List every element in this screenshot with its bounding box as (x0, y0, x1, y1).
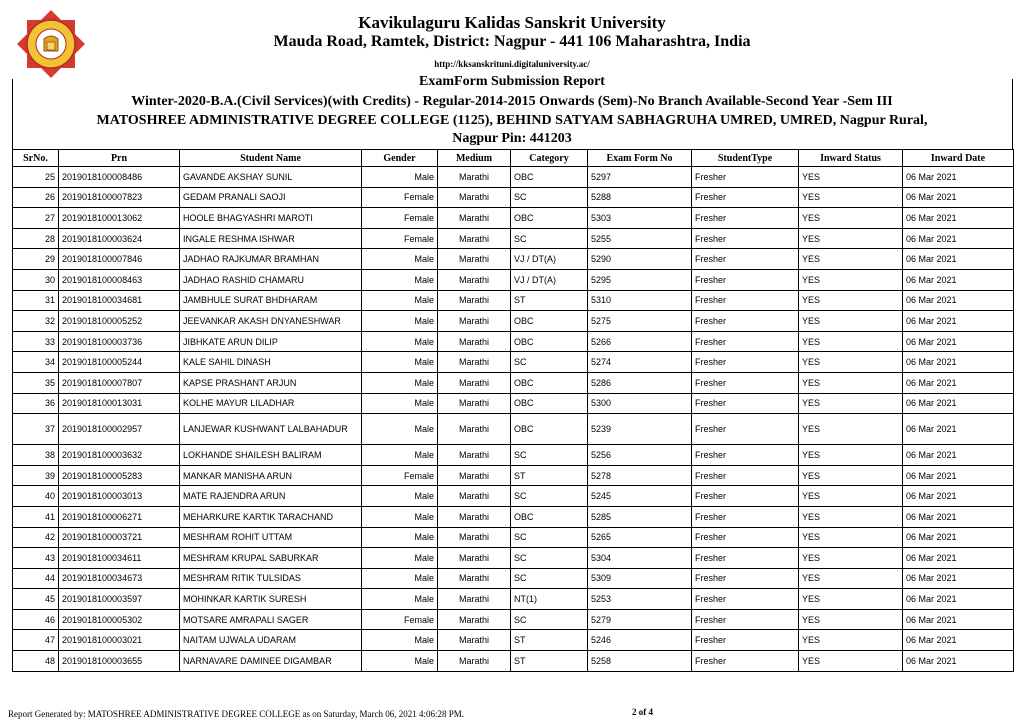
exam-form-no-cell: 5300 (588, 393, 692, 414)
exam-form-no-cell: 5256 (588, 445, 692, 466)
gender-cell: Male (362, 311, 438, 332)
sr-no-cell: 44 (13, 568, 59, 589)
gender-cell: Male (362, 630, 438, 651)
table-row (13, 249, 1014, 270)
category-cell: OBC (511, 331, 588, 352)
category-cell: SC (511, 527, 588, 548)
category-cell: OBC (511, 393, 588, 414)
inward-status-cell: YES (799, 506, 903, 527)
inward-status-cell: YES (799, 568, 903, 589)
medium-cell: Marathi (438, 486, 511, 507)
sr-no-cell: 40 (13, 486, 59, 507)
student-name-cell: MESHRAM ROHIT UTTAM (180, 527, 362, 548)
student-name-cell: MEHARKURE KARTIK TARACHAND (180, 506, 362, 527)
prn-cell: 2019018100003597 (59, 589, 180, 610)
table-row (13, 414, 1014, 445)
student-type-cell: Fresher (692, 506, 799, 527)
sr-no-cell: 46 (13, 609, 59, 630)
medium-cell: Marathi (438, 311, 511, 332)
exam-title: Winter-2020-B.A.(Civil Services)(with Credits) - Regular-2014-2015 Onwards (Sem)-No Branch Available-Second Year -Sem III (131, 94, 893, 109)
category-cell: VJ / DT(A) (511, 269, 588, 290)
prn-cell: 2019018100005283 (59, 465, 180, 486)
student-name-cell: GAVANDE AKSHAY SUNIL (180, 167, 362, 188)
inward-status-cell: YES (799, 249, 903, 270)
inward-status-cell: YES (799, 414, 903, 445)
inward-date-cell: 06 Mar 2021 (903, 527, 1014, 548)
table-row (13, 445, 1014, 466)
gender-cell: Male (362, 568, 438, 589)
inward-status-cell: YES (799, 290, 903, 311)
student-name-cell: LANJEWAR KUSHWANT LALBAHADUR (180, 414, 362, 445)
college-line-2: Nagpur Pin: 441203 (452, 131, 572, 146)
page-number: 2 of 4 (632, 707, 653, 717)
student-name-cell: MOHINKAR KARTIK SURESH (180, 589, 362, 610)
exam-form-no-cell: 5295 (588, 269, 692, 290)
sr-no-cell: 37 (13, 414, 59, 445)
category-cell: ST (511, 290, 588, 311)
gender-cell: Female (362, 609, 438, 630)
prn-cell: 2019018100003655 (59, 651, 180, 672)
student-type-cell: Fresher (692, 372, 799, 393)
sr-no-cell: 25 (13, 167, 59, 188)
gender-cell: Male (362, 486, 438, 507)
prn-cell: 2019018100034673 (59, 568, 180, 589)
prn-cell: 2019018100003021 (59, 630, 180, 651)
prn-cell: 2019018100007807 (59, 372, 180, 393)
prn-cell: 2019018100007823 (59, 187, 180, 208)
sr-no-cell: 31 (13, 290, 59, 311)
medium-cell: Marathi (438, 208, 511, 229)
category-cell: OBC (511, 372, 588, 393)
exam-form-no-cell: 5275 (588, 311, 692, 332)
student-type-cell: Fresher (692, 187, 799, 208)
student-name-cell: JADHAO RAJKUMAR BRAMHAN (180, 249, 362, 270)
exam-form-no-cell: 5255 (588, 228, 692, 249)
gender-cell: Male (362, 414, 438, 445)
gender-cell: Male (362, 393, 438, 414)
prn-cell: 2019018100003736 (59, 331, 180, 352)
column-header: Inward Status (799, 150, 903, 167)
gender-cell: Male (362, 445, 438, 466)
frame-border-left (12, 79, 13, 149)
inward-date-cell: 06 Mar 2021 (903, 352, 1014, 373)
student-name-cell: KALE SAHIL DINASH (180, 352, 362, 373)
inward-date-cell: 06 Mar 2021 (903, 167, 1014, 188)
medium-cell: Marathi (438, 393, 511, 414)
exam-form-no-cell: 5274 (588, 352, 692, 373)
table-row (13, 311, 1014, 332)
student-type-cell: Fresher (692, 568, 799, 589)
student-table (12, 149, 1014, 672)
sr-no-cell: 39 (13, 465, 59, 486)
student-name-cell: HOOLE BHAGYASHRI MAROTI (180, 208, 362, 229)
report-title: ExamForm Submission Report (419, 74, 605, 89)
category-cell: OBC (511, 506, 588, 527)
inward-status-cell: YES (799, 372, 903, 393)
gender-cell: Male (362, 548, 438, 569)
sr-no-cell: 29 (13, 249, 59, 270)
university-address: Mauda Road, Ramtek, District: Nagpur - 441 106 Maharashtra, India (273, 33, 751, 50)
medium-cell: Marathi (438, 228, 511, 249)
inward-date-cell: 06 Mar 2021 (903, 208, 1014, 229)
gender-cell: Female (362, 187, 438, 208)
table-row (13, 568, 1014, 589)
column-header: Inward Date (903, 150, 1014, 167)
gender-cell: Male (362, 589, 438, 610)
inward-date-cell: 06 Mar 2021 (903, 486, 1014, 507)
student-name-cell: JIBHKATE ARUN DILIP (180, 331, 362, 352)
inward-date-cell: 06 Mar 2021 (903, 465, 1014, 486)
student-type-cell: Fresher (692, 290, 799, 311)
sr-no-cell: 27 (13, 208, 59, 229)
inward-status-cell: YES (799, 167, 903, 188)
exam-form-no-cell: 5245 (588, 486, 692, 507)
medium-cell: Marathi (438, 249, 511, 270)
inward-date-cell: 06 Mar 2021 (903, 445, 1014, 466)
student-type-cell: Fresher (692, 208, 799, 229)
gender-cell: Male (362, 290, 438, 311)
student-type-cell: Fresher (692, 630, 799, 651)
category-cell: ST (511, 630, 588, 651)
table-row (13, 548, 1014, 569)
student-type-cell: Fresher (692, 167, 799, 188)
medium-cell: Marathi (438, 609, 511, 630)
exam-form-no-cell: 5304 (588, 548, 692, 569)
student-type-cell: Fresher (692, 352, 799, 373)
inward-status-cell: YES (799, 651, 903, 672)
student-name-cell: NAITAM UJWALA UDARAM (180, 630, 362, 651)
prn-cell: 2019018100013031 (59, 393, 180, 414)
student-type-cell: Fresher (692, 331, 799, 352)
sr-no-cell: 26 (13, 187, 59, 208)
column-header: StudentType (692, 150, 799, 167)
table-row (13, 527, 1014, 548)
inward-status-cell: YES (799, 393, 903, 414)
inward-status-cell: YES (799, 352, 903, 373)
gender-cell: Male (362, 269, 438, 290)
table-row (13, 589, 1014, 610)
sr-no-cell: 47 (13, 630, 59, 651)
medium-cell: Marathi (438, 290, 511, 311)
inward-date-cell: 06 Mar 2021 (903, 393, 1014, 414)
medium-cell: Marathi (438, 589, 511, 610)
student-name-cell: KAPSE PRASHANT ARJUN (180, 372, 362, 393)
column-header: Prn (59, 150, 180, 167)
sr-no-cell: 43 (13, 548, 59, 569)
medium-cell: Marathi (438, 187, 511, 208)
column-header: Medium (438, 150, 511, 167)
student-name-cell: KOLHE MAYUR LILADHAR (180, 393, 362, 414)
student-type-cell: Fresher (692, 548, 799, 569)
inward-date-cell: 06 Mar 2021 (903, 269, 1014, 290)
gender-cell: Female (362, 208, 438, 229)
exam-form-no-cell: 5253 (588, 589, 692, 610)
exam-form-no-cell: 5246 (588, 630, 692, 651)
exam-form-no-cell: 5258 (588, 651, 692, 672)
sr-no-cell: 32 (13, 311, 59, 332)
category-cell: SC (511, 228, 588, 249)
inward-status-cell: YES (799, 445, 903, 466)
medium-cell: Marathi (438, 548, 511, 569)
prn-cell: 2019018100005244 (59, 352, 180, 373)
medium-cell: Marathi (438, 568, 511, 589)
inward-status-cell: YES (799, 331, 903, 352)
column-header: Student Name (180, 150, 362, 167)
gender-cell: Male (362, 352, 438, 373)
inward-date-cell: 06 Mar 2021 (903, 372, 1014, 393)
category-cell: SC (511, 445, 588, 466)
inward-date-cell: 06 Mar 2021 (903, 630, 1014, 651)
gender-cell: Female (362, 228, 438, 249)
student-name-cell: JEEVANKAR AKASH DNYANESHWAR (180, 311, 362, 332)
sr-no-cell: 42 (13, 527, 59, 548)
student-name-cell: JAMBHULE SURAT BHDHARAM (180, 290, 362, 311)
gender-cell: Male (362, 372, 438, 393)
sr-no-cell: 28 (13, 228, 59, 249)
inward-date-cell: 06 Mar 2021 (903, 187, 1014, 208)
category-cell: ST (511, 651, 588, 672)
prn-cell: 2019018100008463 (59, 269, 180, 290)
inward-date-cell: 06 Mar 2021 (903, 548, 1014, 569)
sr-no-cell: 45 (13, 589, 59, 610)
student-name-cell: LOKHANDE SHAILESH BALIRAM (180, 445, 362, 466)
inward-status-cell: YES (799, 269, 903, 290)
sr-no-cell: 30 (13, 269, 59, 290)
prn-cell: 2019018100005252 (59, 311, 180, 332)
inward-date-cell: 06 Mar 2021 (903, 651, 1014, 672)
category-cell: NT(1) (511, 589, 588, 610)
table-row (13, 630, 1014, 651)
table-row (13, 372, 1014, 393)
inward-status-cell: YES (799, 548, 903, 569)
exam-form-no-cell: 5239 (588, 414, 692, 445)
medium-cell: Marathi (438, 372, 511, 393)
category-cell: SC (511, 609, 588, 630)
category-cell: VJ / DT(A) (511, 249, 588, 270)
category-cell: OBC (511, 167, 588, 188)
university-name: Kavikulaguru Kalidas Sanskrit University (358, 13, 666, 32)
exam-form-no-cell: 5286 (588, 372, 692, 393)
prn-cell: 2019018100006271 (59, 506, 180, 527)
student-type-cell: Fresher (692, 414, 799, 445)
student-type-cell: Fresher (692, 228, 799, 249)
inward-status-cell: YES (799, 311, 903, 332)
table-header-row (13, 150, 1014, 167)
student-type-cell: Fresher (692, 527, 799, 548)
table-row (13, 465, 1014, 486)
prn-cell: 2019018100008486 (59, 167, 180, 188)
student-name-cell: JADHAO RASHID CHAMARU (180, 269, 362, 290)
category-cell: OBC (511, 414, 588, 445)
table-row (13, 187, 1014, 208)
inward-status-cell: YES (799, 609, 903, 630)
inward-status-cell: YES (799, 228, 903, 249)
report-generated-note: Report Generated by: MATOSHREE ADMINISTRATIVE DEGREE COLLEGE as on Saturday, March 06, 2021 4:06:28 PM. (8, 709, 464, 719)
prn-cell: 2019018100005302 (59, 609, 180, 630)
student-name-cell: MESHRAM RITIK TULSIDAS (180, 568, 362, 589)
table-row (13, 352, 1014, 373)
student-name-cell: MOTSARE AMRAPALI SAGER (180, 609, 362, 630)
college-line-1: MATOSHREE ADMINISTRATIVE DEGREE COLLEGE (1125), BEHIND SATYAM SABHAGRUHA UMRED, UMRED, Nagpur Rural, (96, 113, 928, 128)
table-row (13, 651, 1014, 672)
student-type-cell: Fresher (692, 393, 799, 414)
inward-date-cell: 06 Mar 2021 (903, 228, 1014, 249)
student-name-cell: GEDAM PRANALI SAOJI (180, 187, 362, 208)
student-type-cell: Fresher (692, 465, 799, 486)
exam-form-no-cell: 5310 (588, 290, 692, 311)
table-row (13, 486, 1014, 507)
inward-status-cell: YES (799, 187, 903, 208)
column-header: Exam Form No (588, 150, 692, 167)
student-name-cell: MESHRAM KRUPAL SABURKAR (180, 548, 362, 569)
exam-form-no-cell: 5288 (588, 187, 692, 208)
category-cell: SC (511, 486, 588, 507)
medium-cell: Marathi (438, 445, 511, 466)
student-type-cell: Fresher (692, 651, 799, 672)
prn-cell: 2019018100007846 (59, 249, 180, 270)
exam-form-no-cell: 5290 (588, 249, 692, 270)
inward-date-cell: 06 Mar 2021 (903, 414, 1014, 445)
university-url: http://kksanskrituni.digitaluniversity.ac/ (434, 59, 590, 69)
table-row (13, 208, 1014, 229)
medium-cell: Marathi (438, 651, 511, 672)
table-row (13, 167, 1014, 188)
category-cell: SC (511, 187, 588, 208)
prn-cell: 2019018100003013 (59, 486, 180, 507)
student-type-cell: Fresher (692, 486, 799, 507)
prn-cell: 2019018100034681 (59, 290, 180, 311)
exam-form-no-cell: 5279 (588, 609, 692, 630)
medium-cell: Marathi (438, 414, 511, 445)
column-header: Category (511, 150, 588, 167)
category-cell: SC (511, 352, 588, 373)
gender-cell: Male (362, 651, 438, 672)
sr-no-cell: 34 (13, 352, 59, 373)
gender-cell: Male (362, 167, 438, 188)
medium-cell: Marathi (438, 527, 511, 548)
inward-status-cell: YES (799, 486, 903, 507)
student-name-cell: INGALE RESHMA ISHWAR (180, 228, 362, 249)
medium-cell: Marathi (438, 167, 511, 188)
table-row (13, 228, 1014, 249)
inward-status-cell: YES (799, 208, 903, 229)
table-row (13, 290, 1014, 311)
medium-cell: Marathi (438, 352, 511, 373)
inward-date-cell: 06 Mar 2021 (903, 506, 1014, 527)
exam-form-no-cell: 5309 (588, 568, 692, 589)
sr-no-cell: 41 (13, 506, 59, 527)
category-cell: OBC (511, 208, 588, 229)
inward-date-cell: 06 Mar 2021 (903, 331, 1014, 352)
frame-border-right (1012, 79, 1013, 149)
gender-cell: Male (362, 249, 438, 270)
prn-cell: 2019018100003632 (59, 445, 180, 466)
medium-cell: Marathi (438, 630, 511, 651)
medium-cell: Marathi (438, 506, 511, 527)
inward-date-cell: 06 Mar 2021 (903, 249, 1014, 270)
inward-date-cell: 06 Mar 2021 (903, 609, 1014, 630)
medium-cell: Marathi (438, 269, 511, 290)
prn-cell: 2019018100003624 (59, 228, 180, 249)
student-name-cell: MANKAR MANISHA ARUN (180, 465, 362, 486)
table-row (13, 506, 1014, 527)
gender-cell: Female (362, 465, 438, 486)
exam-form-no-cell: 5303 (588, 208, 692, 229)
inward-status-cell: YES (799, 465, 903, 486)
inward-status-cell: YES (799, 630, 903, 651)
table-row (13, 331, 1014, 352)
prn-cell: 2019018100002957 (59, 414, 180, 445)
category-cell: OBC (511, 311, 588, 332)
student-type-cell: Fresher (692, 609, 799, 630)
table-row (13, 609, 1014, 630)
table-row (13, 269, 1014, 290)
inward-date-cell: 06 Mar 2021 (903, 311, 1014, 332)
inward-date-cell: 06 Mar 2021 (903, 568, 1014, 589)
sr-no-cell: 38 (13, 445, 59, 466)
student-type-cell: Fresher (692, 589, 799, 610)
category-cell: SC (511, 568, 588, 589)
column-header: Gender (362, 150, 438, 167)
prn-cell: 2019018100003721 (59, 527, 180, 548)
inward-status-cell: YES (799, 589, 903, 610)
student-type-cell: Fresher (692, 269, 799, 290)
student-type-cell: Fresher (692, 311, 799, 332)
column-header: SrNo. (13, 150, 59, 167)
student-name-cell: NARNAVARE DAMINEE DIGAMBAR (180, 651, 362, 672)
student-type-cell: Fresher (692, 249, 799, 270)
category-cell: ST (511, 465, 588, 486)
exam-form-no-cell: 5278 (588, 465, 692, 486)
medium-cell: Marathi (438, 465, 511, 486)
inward-date-cell: 06 Mar 2021 (903, 290, 1014, 311)
student-name-cell: MATE RAJENDRA ARUN (180, 486, 362, 507)
medium-cell: Marathi (438, 331, 511, 352)
table-row (13, 393, 1014, 414)
inward-date-cell: 06 Mar 2021 (903, 589, 1014, 610)
sr-no-cell: 35 (13, 372, 59, 393)
exam-form-no-cell: 5285 (588, 506, 692, 527)
prn-cell: 2019018100013062 (59, 208, 180, 229)
exam-form-no-cell: 5265 (588, 527, 692, 548)
sr-no-cell: 48 (13, 651, 59, 672)
gender-cell: Male (362, 527, 438, 548)
exam-form-no-cell: 5297 (588, 167, 692, 188)
prn-cell: 2019018100034611 (59, 548, 180, 569)
student-type-cell: Fresher (692, 445, 799, 466)
gender-cell: Male (362, 331, 438, 352)
gender-cell: Male (362, 506, 438, 527)
sr-no-cell: 33 (13, 331, 59, 352)
sr-no-cell: 36 (13, 393, 59, 414)
category-cell: SC (511, 548, 588, 569)
inward-status-cell: YES (799, 527, 903, 548)
exam-form-no-cell: 5266 (588, 331, 692, 352)
